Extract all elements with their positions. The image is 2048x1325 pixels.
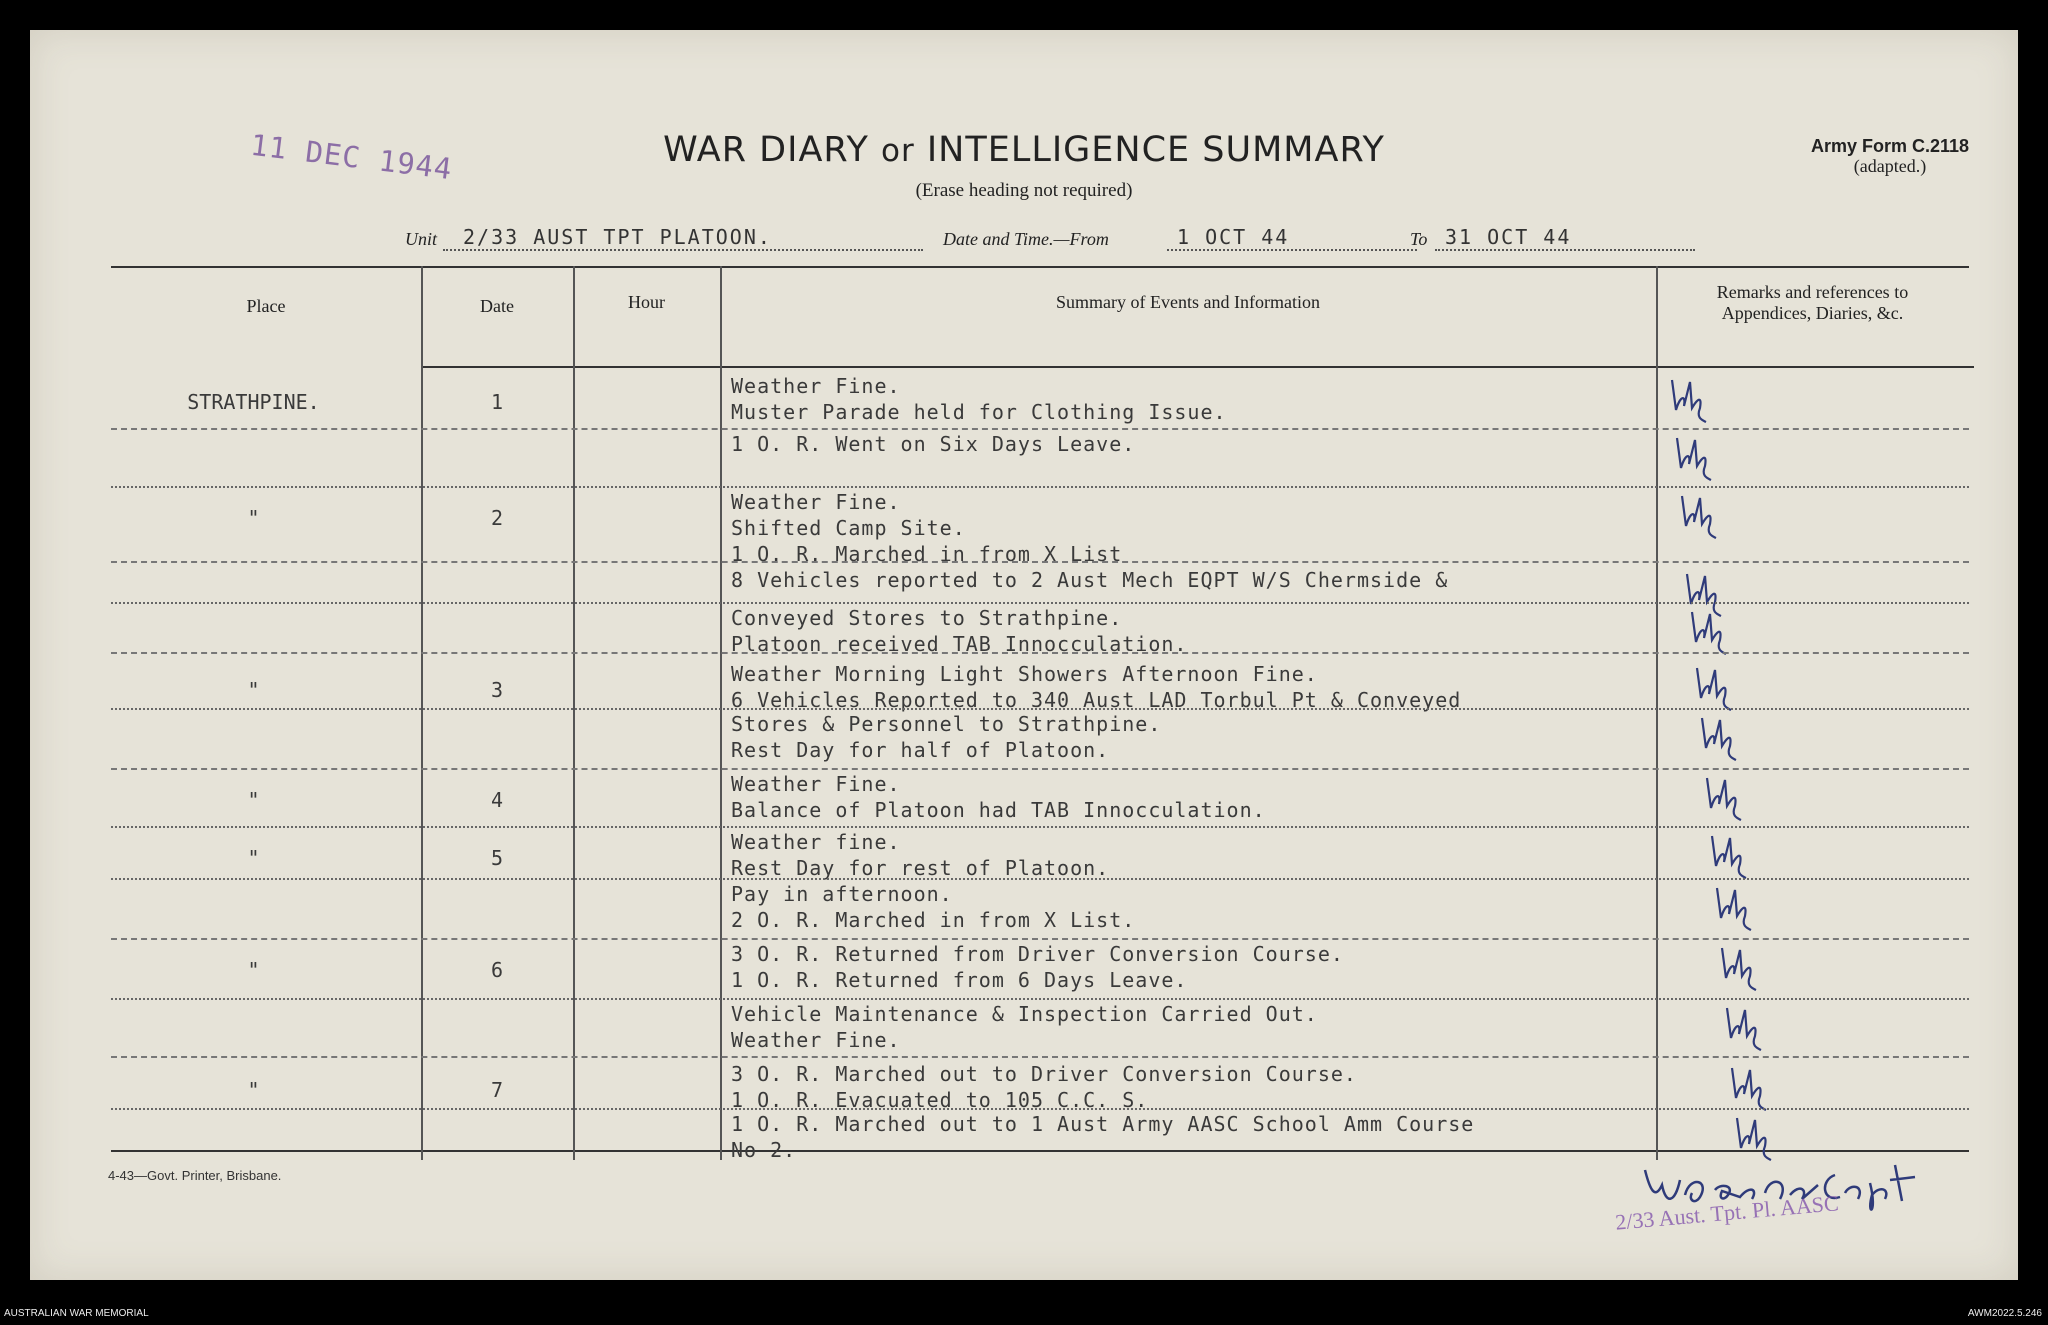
title-part2: INTELLIGENCE SUMMARY xyxy=(926,130,1385,170)
entry-summary-line: Conveyed Stores to Strathpine. xyxy=(731,606,1123,630)
entry-summary-line: Weather Fine. xyxy=(731,490,901,514)
entry-date: 1 xyxy=(490,390,504,414)
officer-initials-mark xyxy=(1676,492,1726,540)
entry-summary-line: Weather Fine. xyxy=(731,1028,901,1052)
entry-summary-line: 3 O. R. Returned from Driver Conversion Course. xyxy=(731,942,1344,966)
entry-place: " xyxy=(247,788,260,812)
entry-summary-line: 1 O. R. Marched in from X List xyxy=(731,542,1123,566)
row-separator xyxy=(111,602,1969,604)
row-separator xyxy=(111,561,1969,563)
entry-summary-line: Weather fine. xyxy=(731,830,901,854)
entry-summary-line: Muster Parade held for Clothing Issue. xyxy=(731,400,1227,424)
entry-summary-line: Weather Morning Light Showers Afternoon Fine. xyxy=(731,662,1318,686)
entry-place: " xyxy=(247,1078,260,1102)
unit-line xyxy=(30,225,2018,265)
archive-caption: AUSTRALIAN WAR MEMORIAL xyxy=(4,1308,149,1319)
to-label: To xyxy=(1410,229,1428,249)
officer-initials-mark xyxy=(1671,434,1721,482)
officer-initials-mark xyxy=(1726,1064,1776,1112)
officer-initials-mark xyxy=(1721,1004,1771,1052)
entry-date: 4 xyxy=(490,788,504,812)
officer-initials-mark xyxy=(1711,884,1761,932)
entry-summary-line: Weather Fine. xyxy=(731,374,901,398)
entry-date: 3 xyxy=(490,678,504,702)
entry-summary-line: Rest Day for half of Platoon. xyxy=(731,738,1110,762)
officer-initials-mark xyxy=(1696,714,1746,762)
unit-value: 2/33 AUST TPT PLATOON. xyxy=(443,225,923,251)
column-header-hour: Hour xyxy=(628,292,665,312)
title-part1: WAR DIARY xyxy=(663,130,869,170)
column-header-place: Place xyxy=(246,296,286,316)
row-separator xyxy=(111,998,1969,1000)
row-separator xyxy=(111,486,1969,488)
entry-place: STRATHPINE. xyxy=(187,390,320,414)
officer-initials-mark xyxy=(1701,774,1751,822)
from-date-value: 1 OCT 44 xyxy=(1167,225,1417,251)
row-separator xyxy=(111,652,1969,654)
archive-reference: AWM2022.5.246 xyxy=(1967,1308,2042,1319)
entry-summary-line: No 2. xyxy=(731,1138,797,1162)
column-header-summary: Summary of Events and Information xyxy=(1056,292,1320,312)
entry-summary-line: 1 O. R. Went on Six Days Leave. xyxy=(731,432,1136,456)
entry-date: 6 xyxy=(490,958,504,982)
entry-summary-line: 1 O. R. Returned from 6 Days Leave. xyxy=(731,968,1188,992)
diary-page xyxy=(30,30,2018,1280)
remarks-header-line2: Appendices, Diaries, &c. xyxy=(1721,303,1904,323)
entry-place: " xyxy=(247,958,260,982)
entry-date: 2 xyxy=(490,506,504,530)
printer-imprint: 4-43—Govt. Printer, Brisbane. xyxy=(108,1168,282,1183)
entry-place: " xyxy=(247,506,260,530)
officer-initials-mark xyxy=(1686,608,1736,656)
row-separator xyxy=(111,768,1969,770)
row-separator xyxy=(111,826,1969,828)
entry-summary-line: Balance of Platoon had TAB Innocculation. xyxy=(731,798,1266,822)
row-separator xyxy=(111,938,1969,940)
row-separator xyxy=(111,1108,1969,1110)
entry-summary-line: 3 O. R. Marched out to Driver Conversion Course. xyxy=(731,1062,1357,1086)
entry-summary-line: 1 O. R. Evacuated to 105 C.C. S. xyxy=(731,1088,1149,1112)
entry-summary-line: Platoon received TAB Innocculation. xyxy=(731,632,1188,656)
received-date-stamp: 11 DEC 1944 xyxy=(248,127,455,187)
entry-summary-line: 2 O. R. Marched in from X List. xyxy=(731,908,1136,932)
entry-date: 7 xyxy=(490,1078,504,1102)
officer-initials-mark xyxy=(1666,376,1716,424)
unit-signature-stamp: 2/33 Aust. Tpt. Pl. AASC xyxy=(1614,1190,1840,1235)
entry-summary-line: Stores & Personnel to Strathpine. xyxy=(731,712,1162,736)
column-header-date: Date xyxy=(480,296,514,316)
officer-initials-mark xyxy=(1706,832,1756,880)
page-subtitle: (Erase heading not required) xyxy=(915,180,1133,201)
row-separator xyxy=(111,428,1969,430)
title-or: or xyxy=(881,133,915,169)
officer-initials-mark xyxy=(1691,664,1741,712)
row-separator xyxy=(111,708,1969,710)
army-form-adapted: (adapted.) xyxy=(1853,156,1927,176)
entry-summary-line: Pay in afternoon. xyxy=(731,882,953,906)
to-date-value: 31 OCT 44 xyxy=(1435,225,1695,251)
diary-table xyxy=(111,266,1969,1160)
unit-label: Unit xyxy=(405,229,438,249)
date-time-label: Date and Time.—From xyxy=(943,229,1109,249)
row-separator xyxy=(111,1056,1969,1058)
entry-summary-line: 6 Vehicles Reported to 340 Aust LAD Torbul Pt & Conveyed xyxy=(731,688,1462,712)
entry-summary-line: Shifted Camp Site. xyxy=(731,516,966,540)
officer-initials-mark xyxy=(1716,944,1766,992)
army-form-number: Army Form C.2118 xyxy=(1810,136,1970,156)
row-separator xyxy=(111,878,1969,880)
entry-summary-line: Weather Fine. xyxy=(731,772,901,796)
entry-summary-line: Vehicle Maintenance & Inspection Carried Out. xyxy=(731,1002,1318,1026)
entry-summary-line: 1 O. R. Marched out to 1 Aust Army AASC School Amm Course xyxy=(731,1112,1475,1136)
army-form-label xyxy=(1770,136,2010,176)
entry-place: " xyxy=(247,678,260,702)
remarks-header-line1: Remarks and references to xyxy=(1716,282,1909,302)
entry-date: 5 xyxy=(490,846,504,870)
entry-summary-line: 8 Vehicles reported to 2 Aust Mech EQPT W/S Chermside & xyxy=(731,568,1449,592)
entry-place: " xyxy=(247,846,260,870)
column-header-remarks xyxy=(1656,282,1969,324)
entry-summary-line: Rest Day for rest of Platoon. xyxy=(731,856,1110,880)
